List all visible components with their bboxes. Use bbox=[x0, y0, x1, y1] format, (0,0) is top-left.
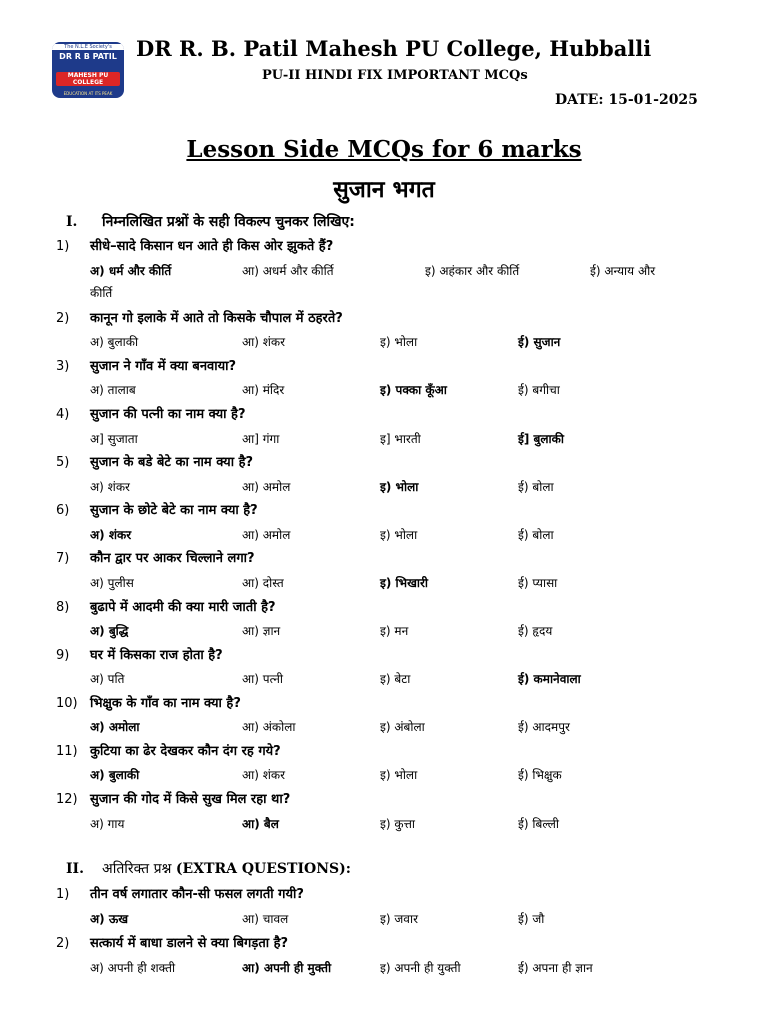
question-text: घर में किसका राज होता है? bbox=[90, 648, 223, 663]
option-b: आ) अमोल bbox=[242, 480, 291, 494]
question-number: 8) bbox=[56, 600, 70, 615]
option-a: अ) बुद्धि bbox=[90, 624, 129, 638]
logo-line1: DR R B PATIL bbox=[59, 52, 117, 61]
option-d: ई) आदमपुर bbox=[518, 720, 570, 734]
question-6 bbox=[56, 500, 258, 518]
question-7 bbox=[56, 548, 255, 566]
option-d: ई) भिक्षुक bbox=[518, 768, 562, 782]
option-c: इ) अंबोला bbox=[380, 720, 425, 734]
option-b: आ) अंकोला bbox=[242, 720, 296, 734]
option-b: आ) ज्ञान bbox=[242, 624, 281, 638]
section-label: निम्नलिखित प्रश्नों के सही विकल्प चुनकर लिखिए: bbox=[102, 214, 355, 230]
document-date: DATE: 15-01-2025 bbox=[555, 92, 698, 108]
option-d: ई) अपना ही ज्ञान bbox=[518, 961, 593, 975]
question-3 bbox=[56, 356, 236, 374]
question-text: सुजान की पत्नी का नाम क्या है? bbox=[90, 407, 246, 422]
question-number: 5) bbox=[56, 455, 70, 470]
section-number: II. bbox=[66, 861, 84, 877]
question-text: सत्कार्य में बाधा डालने से क्या बिगड़ता है? bbox=[90, 936, 289, 951]
option-c: इ) भिखारी bbox=[380, 576, 429, 590]
question-8 bbox=[56, 597, 276, 615]
option-a: अ) तालाब bbox=[90, 383, 136, 397]
section-label: अतिरिक्त प्रश्न bbox=[102, 861, 172, 877]
option-d: ई) सुजान bbox=[518, 335, 561, 349]
question-11 bbox=[56, 741, 281, 759]
option-d: ई) बगीचा bbox=[518, 383, 560, 397]
question-number: 7) bbox=[56, 551, 70, 566]
option-a: अ) अपनी ही शक्ती bbox=[90, 961, 176, 975]
option-b: आ) अधर्म और कीर्ति bbox=[242, 264, 334, 278]
logo-top-text: The N.L.E Society's bbox=[52, 44, 124, 50]
option-b: आ) बैल bbox=[242, 817, 279, 831]
option-c: इ) पक्का कूँआ bbox=[380, 383, 447, 397]
question-text: सुजान के छोटे बेटे का नाम क्या है? bbox=[90, 503, 258, 518]
question-number: 11) bbox=[56, 744, 78, 759]
question-number: 1) bbox=[56, 239, 70, 254]
option-a: अ) धर्म और कीर्ति bbox=[90, 264, 172, 278]
question-number: 3) bbox=[56, 359, 70, 374]
lesson-title: Lesson Side MCQs for 6 marks bbox=[186, 136, 582, 163]
question-text: सुजान की गोद में किसे सुख मिल रहा था? bbox=[90, 792, 291, 807]
option-c: इ) भोला bbox=[380, 335, 418, 349]
question-9 bbox=[56, 645, 223, 663]
question-10 bbox=[56, 693, 241, 711]
question-number: 6) bbox=[56, 503, 70, 518]
question-text: सुजान ने गाँव में क्या बनवाया? bbox=[90, 359, 237, 374]
option-d: ई) जौ bbox=[518, 912, 545, 926]
college-name: DR R. B. Patil Mahesh PU College, Hubballi bbox=[136, 36, 652, 61]
option-a: अ) गाय bbox=[90, 817, 125, 831]
question-number: 10) bbox=[56, 696, 78, 711]
question-4 bbox=[56, 404, 246, 422]
option-d: ई) बोला bbox=[518, 480, 554, 494]
option-d: ई) अन्याय और bbox=[590, 264, 656, 278]
option-c: इ) भोला bbox=[380, 768, 418, 782]
option-a: अ) पति bbox=[90, 672, 125, 686]
option-b: आ) अमोल bbox=[242, 528, 291, 542]
option-c: इ] भारती bbox=[380, 432, 421, 446]
question-12 bbox=[56, 789, 290, 807]
question-5 bbox=[56, 452, 253, 470]
option-d: ई) बोला bbox=[518, 528, 554, 542]
question-number: 2) bbox=[56, 936, 70, 951]
option-b: आ) पत्नी bbox=[242, 672, 284, 686]
option-c: इ) अहंकार और कीर्ति bbox=[425, 264, 520, 278]
option-a: अ] सुजाता bbox=[90, 432, 138, 446]
section-heading-1 bbox=[66, 212, 355, 231]
option-d: ई) हृदय bbox=[518, 624, 553, 638]
option-b: आ) शंकर bbox=[242, 335, 286, 349]
option-c: इ) कुत्ता bbox=[380, 817, 416, 831]
option-c: इ) जवार bbox=[380, 912, 418, 926]
question-text: सुजान के बडे बेटे का नाम क्या है? bbox=[90, 455, 254, 470]
option-c: इ) बेटा bbox=[380, 672, 411, 686]
option-d: ई) प्यासा bbox=[518, 576, 558, 590]
question-text: बुढापे में आदमी की क्या मारी जाती है? bbox=[90, 600, 276, 615]
question-number: 2) bbox=[56, 311, 70, 326]
option-d: ई) कमानेवाला bbox=[518, 672, 581, 686]
chapter-title: सुजान भगत bbox=[333, 177, 435, 203]
option-c: इ) भोला bbox=[380, 480, 419, 494]
logo-bottom-text: EDUCATION AT ITS PEAK bbox=[63, 91, 113, 96]
question-text: सीधे–सादे किसान धन आते ही किस ओर झुकते हैं? bbox=[90, 239, 334, 254]
option-b: आ) दोस्त bbox=[242, 576, 284, 590]
question-text: कौन द्वार पर आकर चिल्लाने लगा? bbox=[90, 551, 255, 566]
option-c: इ) मन bbox=[380, 624, 409, 638]
question-number: 4) bbox=[56, 407, 70, 422]
option-d: ई] बुलाकी bbox=[518, 432, 564, 446]
question-number: 1) bbox=[56, 887, 70, 902]
section-number: I. bbox=[66, 214, 78, 230]
college-logo bbox=[52, 42, 124, 98]
extra-question-1 bbox=[56, 884, 304, 902]
option-c: इ) अपनी ही युक्ती bbox=[380, 961, 461, 975]
question-1 bbox=[56, 236, 333, 254]
option-b: आ) शंकर bbox=[242, 768, 286, 782]
option-a: अ) बुलाकी bbox=[90, 768, 140, 782]
option-a: अ) शंकर bbox=[90, 480, 130, 494]
question-number: 12) bbox=[56, 792, 78, 807]
option-b: आ) अपनी ही मुक्ती bbox=[242, 961, 332, 975]
option-b: आ) मंदिर bbox=[242, 383, 285, 397]
option-a: अ) पुलीस bbox=[90, 576, 134, 590]
option-a: अ) ऊख bbox=[90, 912, 129, 926]
question-2 bbox=[56, 308, 343, 326]
question-number: 9) bbox=[56, 648, 70, 663]
question-text: कानून गो इलाके में आते तो किसके चौपाल में ठहरते? bbox=[90, 311, 343, 326]
extra-question-2 bbox=[56, 933, 288, 951]
option-a: अ) बुलाकी bbox=[90, 335, 139, 349]
logo-line2: MAHESH PU COLLEGE bbox=[56, 72, 120, 86]
option-b: आ] गंगा bbox=[242, 432, 280, 446]
section-heading-2 bbox=[66, 859, 351, 878]
question-text: कुटिया का ढेर देखकर कौन दंग रह गये? bbox=[90, 744, 281, 759]
option-d: ई) बिल्ली bbox=[518, 817, 560, 831]
option-c: इ) भोला bbox=[380, 528, 418, 542]
option-b: आ) चावल bbox=[242, 912, 289, 926]
section-label-english: (EXTRA QUESTIONS): bbox=[175, 861, 351, 877]
question-text: भिक्षुक के गाँव का नाम क्या है? bbox=[90, 696, 241, 711]
option-a: अ) अमोला bbox=[90, 720, 140, 734]
option-a: अ) शंकर bbox=[90, 528, 132, 542]
option-d-wrap: कीर्ति bbox=[90, 286, 113, 300]
question-text: तीन वर्ष लगातार कौन-सी फसल लगती गयी? bbox=[90, 887, 304, 902]
document-subtitle: PU-II HINDI FIX IMPORTANT MCQs bbox=[262, 68, 528, 83]
